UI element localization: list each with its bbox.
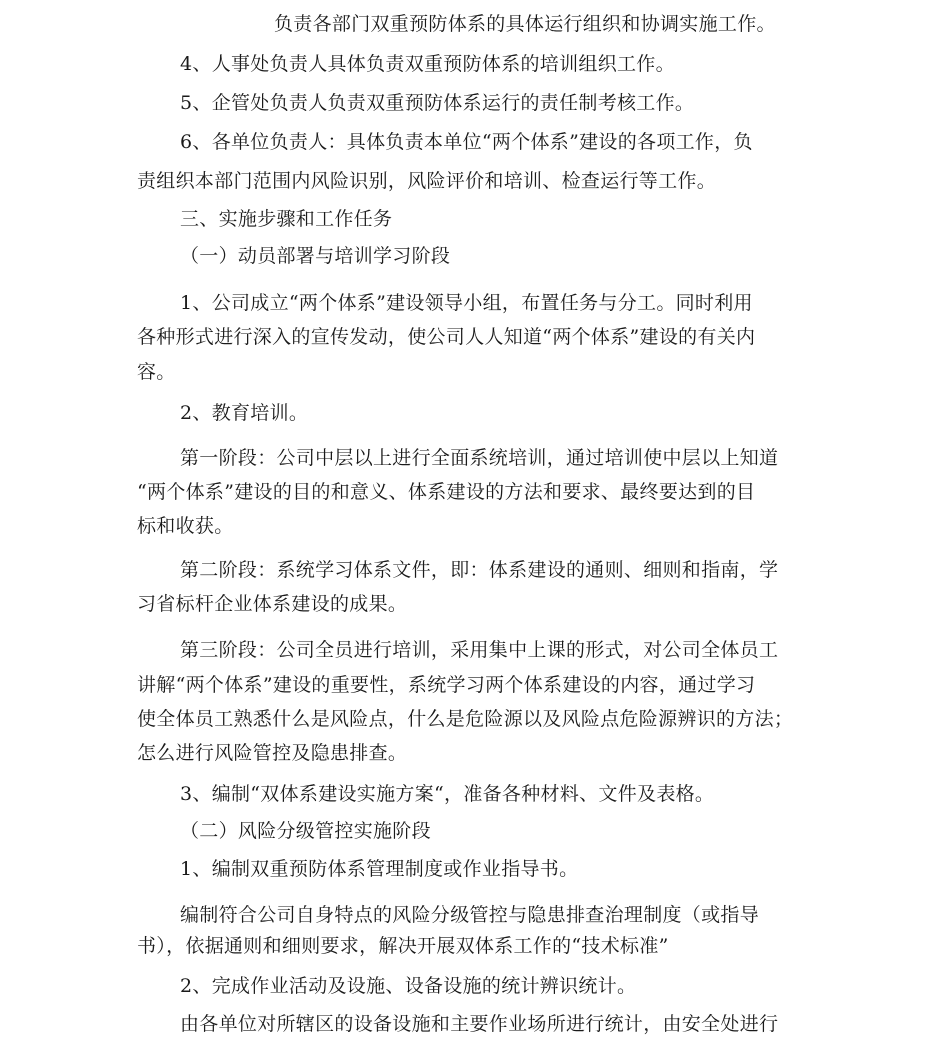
body-text-line: 3、编制“双体系建设实施方案“，准备各种材料、文件及表格。 (180, 783, 715, 805)
body-text-line: 标和收获。 (137, 515, 234, 537)
body-text-line: 责组织本部门范围内风险识别，风险评价和培训、检查运行等工作。 (137, 170, 717, 192)
body-text-line: 第二阶段：系统学习体系文件，即：体系建设的通则、细则和指南，学 (180, 559, 779, 581)
body-text-line: 1、编制双重预防体系管理制度或作业指导书。 (180, 858, 579, 880)
body-text-line: 2、教育培训。 (180, 402, 309, 424)
body-text-line: 第三阶段：公司全员进行培训，采用集中上课的形式，对公司全体员工 (180, 639, 779, 661)
body-text-line: 使全体员工熟悉什么是风险点，什么是危险源以及风险点危险源辨识的方法； (137, 708, 794, 730)
body-text-line: 6、各单位负责人：具体负责本单位“两个体系”建设的各项工作，负 (180, 131, 753, 153)
body-text-line: 4、人事处负责人具体负责双重预防体系的培训组织工作。 (180, 53, 675, 75)
body-text-line: 各种形式进行深入的宣传发动，使公司人人知道“两个体系”建设的有关内 (137, 326, 756, 348)
body-text-line: 容。 (137, 361, 176, 383)
body-text-line: 讲解“两个体系”建设的重要性，系统学习两个体系建设的内容，通过学习 (137, 674, 756, 696)
body-text-line: 5、企管处负责人负责双重预防体系运行的责任制考核工作。 (180, 92, 695, 114)
body-text-line: 1、公司成立“两个体系”建设领导小组，布置任务与分工。同时利用 (180, 292, 753, 314)
body-text-line: 怎么进行风险管控及隐患排查。 (137, 742, 408, 764)
section-heading: 三、实施步骤和工作任务 (180, 208, 393, 230)
body-text-line: 书），依据通则和细则要求，解决开展双体系工作的“技术标准” (137, 935, 669, 957)
subsection-heading: （一）动员部署与培训学习阶段 (180, 245, 451, 267)
body-text-line: 负责各部门双重预防体系的具体运行组织和协调实施工作。 (274, 13, 776, 35)
body-text-line: 第一阶段：公司中层以上进行全面系统培训，通过培训使中层以上知道 (180, 447, 779, 469)
body-text-line: 2、完成作业活动及设施、设备设施的统计辨识统计。 (180, 975, 637, 997)
body-text-line: 由各单位对所辖区的设备设施和主要作业场所进行统计，由安全处进行 (180, 1013, 779, 1035)
subsection-heading: （二）风险分级管控实施阶段 (180, 820, 431, 842)
body-text-line: 习省标杆企业体系建设的成果。 (137, 593, 408, 615)
body-text-line: 编制符合公司自身特点的风险分级管控与隐患排查治理制度（或指导 (180, 904, 760, 926)
body-text-line: “两个体系”建设的目的和意义、体系建设的方法和要求、最终要达到的目 (137, 481, 756, 503)
